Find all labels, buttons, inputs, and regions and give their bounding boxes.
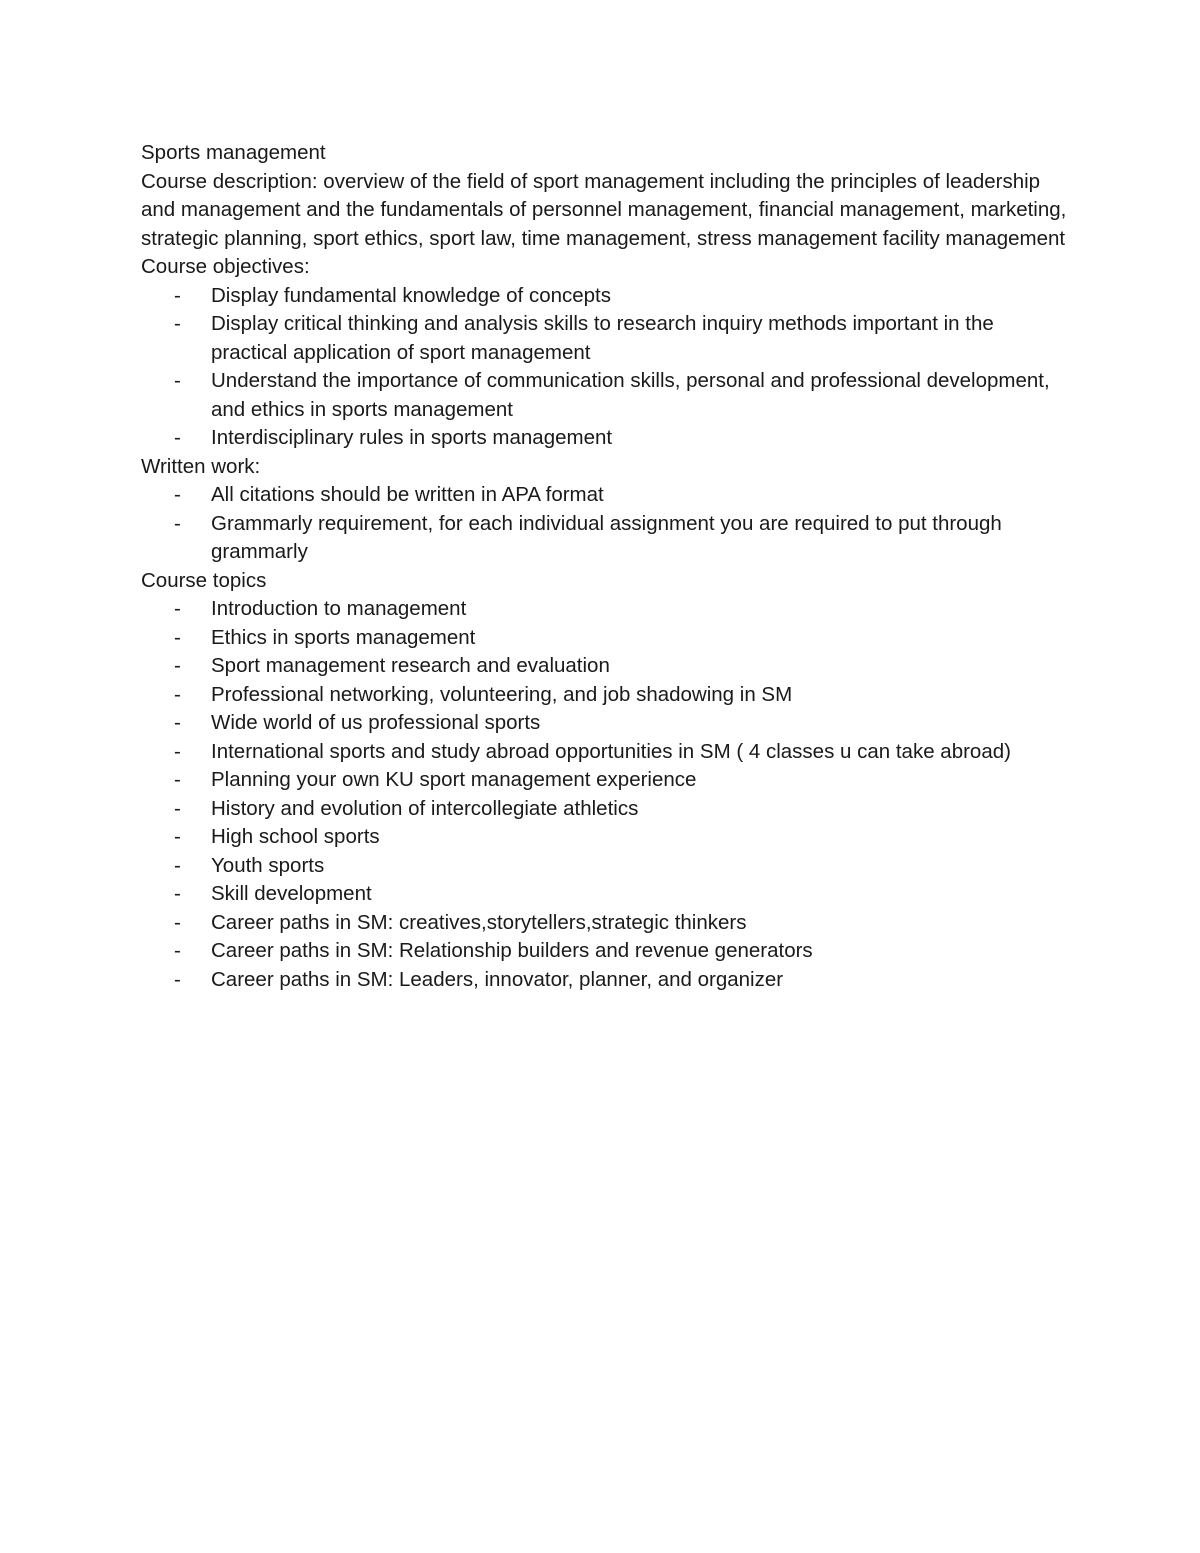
topic-item: - Planning your own KU sport management experience [141,766,1071,795]
document-title: Sports management [141,141,326,164]
written-work-heading: Written work: [141,454,261,478]
course-description: Course description: overview of the field of sport management including the principles of leadership and management and the fundamentals of personnel management, financial management, marketing, strategic planning, sport ethics, sport law, time management, stress management facility management [141,169,1067,250]
topic-item: - Career paths in SM: Relationship builders and revenue generators [141,937,1071,966]
objective-item: - Display fundamental knowledge of concepts [141,282,1071,311]
topic-item: - International sports and study abroad opportunities in SM ( 4 classes u can take abroad) [141,738,1071,767]
topic-item: - Youth sports [141,852,1071,881]
topic-item: - Sport management research and evaluation [141,652,1071,681]
objectives-heading: Course objectives: [141,255,310,278]
objective-item: - Interdisciplinary rules in sports management [141,424,1071,453]
objective-item: - Display critical thinking and analysis skills to research inquiry methods important in the practical application of sport management [141,310,1071,367]
objectives-list [141,282,1071,453]
topics-heading: Course topics [141,568,267,592]
topic-item: - Introduction to management [141,595,1071,624]
topic-item: - High school sports [141,823,1071,852]
written-work-item: - All citations should be written in APA format [141,481,1071,510]
topics-list [141,595,1071,994]
topic-item: - Wide world of us professional sports [141,709,1071,738]
topic-item: - Ethics in sports management [141,624,1071,653]
document-page [141,139,1071,994]
written-work-list [141,481,1071,567]
topic-item: - Professional networking, volunteering, and job shadowing in SM [141,681,1071,710]
topic-item: - Career paths in SM: Leaders, innovator, planner, and organizer [141,966,1071,995]
objective-item: - Understand the importance of communication skills, personal and professional development, and ethics in sports management [141,367,1071,424]
topic-item: - Career paths in SM: creatives,storytellers,strategic thinkers [141,909,1071,938]
written-work-item: - Grammarly requirement, for each individual assignment you are required to put through grammarly [141,510,1071,567]
topic-item: - History and evolution of intercollegiate athletics [141,795,1071,824]
topic-item: - Skill development [141,880,1071,909]
